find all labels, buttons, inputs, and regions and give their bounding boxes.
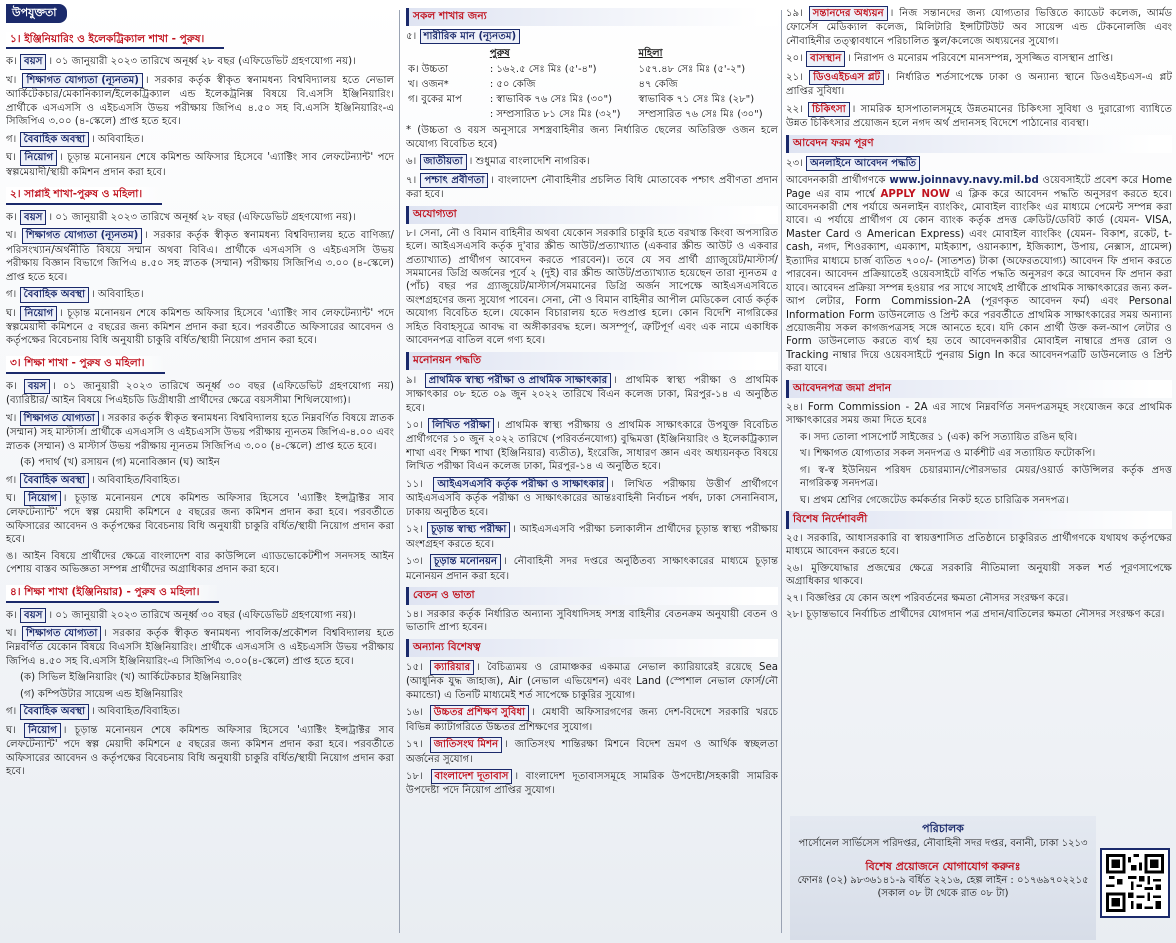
- item-seniority: [406, 173, 778, 202]
- list-item: ক। সদ্য তোলা পাসপোর্ট সাইজের ১ (এক) কপি সত্যায়িত রঙিন ছবি।: [800, 431, 1078, 443]
- item-tag: সন্তানদের অধ্যয়ন: [809, 6, 888, 21]
- item-text: । ০১ জানুয়ারী ২০২৩ তারিখে অনূর্ধ্ব ২৮ বছর (এফিডেভিট গ্রহণযোগ্য নয়)।: [48, 211, 356, 223]
- item-text: । মেধাবী অফিসারগণের জন্য দেশ-বিদেশে সরকারি খরচে বিভিন্ন ক্যাটাগরিতে উচ্চতর প্রশিক্ষণের সুযোগ।: [406, 707, 778, 733]
- item-text: । চূড়ান্ত মনোনয়ন শেষে কমিশন্ড অফিসার হিসেবে 'এ্যাক্টিং ইন্সট্রাক্টর সাব লেফটেন্যান্ট' পদে স্বল্প মেয়াদী কমিশনে ৫ বছরের জন্য কমিশন প্রদান করা হবে। পরবর্তীতে অফিসারের আবেদন ও কর্তৃপক্ষের বিবেচনায় বিধি অনুযায়ী চাকুরি বর্ধিত/স্থায়ী নিয়োগ প্রদান করা হবে।: [6, 492, 394, 546]
- contact-footer: [790, 816, 1096, 940]
- item-number: ২৪।: [786, 401, 803, 413]
- list-item: গ। স্ব-স্ব ইউনিয়ন পরিষদ চেয়ারম্যান/পৌরসভার মেয়র/ওয়ার্ড কাউন্সিলর কর্তৃক প্রদত্ত নাগরিকত্ব সনদপত্র।: [800, 464, 1172, 490]
- item-text: । শুধুমাত্র বাংলাদেশি নাগরিক।: [468, 156, 590, 168]
- section-heading: ৩। শিক্ষা শাখা - পুরুষ ও মহিলা।: [6, 356, 165, 374]
- item-number: গ।: [6, 474, 17, 486]
- list-item: [6, 608, 394, 623]
- row-label: ক। উচ্চতা: [408, 63, 448, 75]
- list-item: [6, 704, 394, 719]
- item-number: খ।: [6, 628, 17, 639]
- item-tag: শিক্ষাগত যোগ্যতা: [22, 626, 101, 641]
- column-divider: [399, 10, 400, 933]
- item-text: । চূড়ান্ত মনোনয়ন শেষে কমিশন্ড অফিসার হিসেবে 'এ্যাক্টিং সাব লেফটেন্যান্ট' পদে স্বল্পমেয়াদী/স্থায়ী কমিশন প্রদান করা হবে।: [6, 152, 394, 178]
- item-number: খ।: [6, 74, 17, 86]
- item-instruction: [786, 532, 1172, 559]
- item-number: ৭।: [406, 174, 417, 186]
- section-education-engineer: [6, 580, 394, 779]
- item-nationality: [406, 154, 778, 169]
- special-instructions-heading: বিশেষ নির্দেশাবলী: [786, 511, 1172, 529]
- item-text: । লিখিত পরীক্ষায় উত্তীর্ণ প্রার্থীগণে আইএসএসবি কর্তৃক পরীক্ষা ও সাক্ষাৎকারের আন্তঃবাহিনী নির্বাচন পর্ষদ, ঢাকা সেনানিবাস, ঢাকায় অনুষ্ঠিত হবে।: [406, 478, 778, 518]
- item-tag: শিক্ষাগত যোগ্যতা (ন্যূনতম): [22, 228, 142, 243]
- item-final-medical: [406, 522, 778, 551]
- item-tag: বৈবাহিক অবস্থা: [20, 473, 90, 488]
- item-number: ঘ।: [6, 492, 16, 504]
- list-item: [6, 210, 394, 225]
- female-value: সম্প্রসারিত ৭৬ সেঃ মিঃ (৩০"): [638, 109, 763, 121]
- item-number: ৫।: [406, 30, 417, 42]
- item-number: ক।: [6, 380, 17, 392]
- table-row: [406, 92, 778, 107]
- all-branches-heading: সকল শাখার জন্য: [406, 8, 778, 26]
- list-item: [6, 473, 394, 488]
- physical-standard: [406, 29, 778, 151]
- eligibility-title: উপযুক্ততা: [6, 4, 67, 23]
- item-number: খ।: [6, 412, 17, 424]
- male-value: : সম্প্রসারিত ৮১ সেঃ মিঃ (৩২"): [489, 109, 621, 121]
- female-column-head: মহিলা: [638, 48, 663, 60]
- item-text: সরকারি, আধাসরকারি বা স্বায়ত্তশাসিত প্রতিষ্ঠানে চাকুরিরত প্রার্থীগণকে যথাযথ কর্তৃপক্ষের মাধ্যমে আবেদন করতে হবে।: [786, 532, 1172, 558]
- item-online-application: [786, 156, 1172, 171]
- item-number: ২১।: [786, 71, 803, 83]
- item-text: । অবিবাহিত/বিবাহিত।: [91, 474, 181, 486]
- item-number: ২০।: [786, 53, 803, 65]
- list-item: [6, 688, 394, 701]
- item-number: ৬।: [406, 156, 417, 168]
- item-tag: পশ্চাৎ প্রবীণতা: [420, 173, 488, 188]
- list-item: [6, 723, 394, 779]
- document-list: [786, 431, 1172, 507]
- item-tag: লিখিত পরীক্ষা: [428, 418, 494, 433]
- item-number: খ।: [6, 230, 17, 242]
- item-number: ৯।: [406, 374, 417, 386]
- column-divider: [781, 10, 782, 933]
- section-heading: ২। সাপ্লাই শাখা-পুরুষ ও মহিলা।: [6, 187, 162, 205]
- disqualification-heading: অযোগ্যতা: [406, 206, 778, 224]
- item-number: ২৫।: [786, 532, 803, 544]
- item-number: ১৫।: [406, 661, 423, 673]
- item-text: চূড়ান্তভাবে নির্বাচিত প্রার্থীদের যোগদান পত্র প্রদান/বাতিলের ক্ষমতা নৌসদর সংরক্ষণ করে।: [806, 609, 1165, 621]
- item-text: । নিরাপদ ও মনোরম পরিবেশে মানসম্পন্ন, সুসজ্জিত বাসস্থান প্রাপ্তি।: [847, 53, 1114, 65]
- item-text: Form Commission - 2A এর সাথে নিম্নবর্ণিত সনদপত্রসমূহ সংযোজন করে প্রাথমিক সাক্ষাৎকারের সময় জমা দিতে হবেঃ: [786, 401, 1172, 427]
- item-tag: শিক্ষাগত যোগ্যতা (ন্যূনতম): [22, 73, 142, 88]
- column-eligibility: [6, 4, 394, 940]
- list-item: [6, 456, 394, 469]
- item-number: ২৬।: [786, 562, 803, 574]
- other-features-heading: অন্যান্য বিশেষত্ব: [406, 639, 778, 657]
- item-text: । জাতিসংঘ শান্তিরক্ষা মিশনে বিদেশ ভ্রমণ ও আর্থিক স্বচ্ছলতা অর্জনের সুযোগ।: [406, 739, 778, 765]
- table-row: [406, 77, 778, 92]
- item-number: ১১।: [406, 478, 423, 490]
- item-number: ঘ।: [6, 152, 16, 164]
- apply-now-label: APPLY NOW: [880, 188, 950, 200]
- item-tag: বৈবাহিক অবস্থা: [20, 704, 90, 719]
- item-tag: নিয়োগ: [20, 150, 57, 165]
- item-text: (গ) কম্পিউটার সায়েন্স এন্ড ইঞ্জিনিয়ারিং: [20, 688, 183, 700]
- item-tag: বৈবাহিক অবস্থা: [20, 132, 90, 147]
- male-value: : ১৬২.৫ সেঃ মিঃ (৫'-৪"): [489, 63, 597, 75]
- list-item: [6, 306, 394, 348]
- physical-standard-table: [406, 46, 778, 122]
- item-text: । আইএসএসবি পরীক্ষা চলাকালীন প্রার্থীদের চূড়ান্ত স্বাস্থ্য পরীক্ষায় অংশগ্রহণ করতে হবে।: [406, 524, 778, 550]
- item-embassy: [406, 769, 778, 798]
- item-text: । প্রাথমিক স্বাস্থ্য পরীক্ষায় ও প্রাথমিক সাক্ষাৎকারে উপযুক্ত বিবেচিত প্রার্থীগণের ১০ জুন ২০২২ তারিখে (পরিবর্তনযোগ্য) বুদ্ধিমত্তা (ইঞ্জিনিয়ারিং ও ইলেকট্রিক্যাল শাখা এবং শিক্ষা শাখা (ইঞ্জিনিয়ার) ব্যতীত), ইংরেজি, সাধারণ জ্ঞান এবং অধ্যয়নকৃত বিষয়ে লিখিত পরীক্ষা বিএন কলেজ ঢাকা, মিরপুর-১৪ এ অনুষ্ঠিত হবে।: [406, 420, 778, 473]
- item-text: আইন বিষয়ে প্রার্থীদের ক্ষেত্রে বাংলাদেশ বার কাউন্সিলে এ্যাডভোকেটশীপ সনদসহ আইন পেশায় বাস্তব অভিজ্ঞতা সম্পন্ন প্রার্থীদের অগ্রাধিকার প্রদান করা হবে।: [6, 550, 394, 576]
- section-engineering: [6, 27, 394, 179]
- list-item: [6, 228, 394, 284]
- contact-phone: ফোনঃ (০২) ৯৮৩৬১৪১-৯ বর্ধিত ২২১৬, হেল্প লাইন : ০১৭৬৯৭০২২১৫: [797, 875, 1089, 887]
- item-number: ১৬।: [406, 707, 423, 719]
- item-text: । ০১ জানুয়ারী ২০২৩ তারিখে অনূর্ধ্ব ৩০ বছর (এফিডেভিট গ্রহণযোগ্য নয়) (ব্যারিষ্টার/ আইন বিষয়ে পিএইচডি ডিগ্রীধারী প্রার্থীদের ক্ষেত্রে বয়সসীমা শিথিলযোগ্য)।: [6, 380, 394, 407]
- item-number: ১৮।: [406, 771, 423, 782]
- list-item: [6, 150, 394, 179]
- item-children-education: [786, 6, 1172, 48]
- item-tag: চিকিৎসা: [808, 102, 850, 117]
- item-text: এ ক্লিক করে আবেদন পদ্ধতি অনুসরণ করতে হবে। আবেদনকারী শেষ পর্যায়ে অনলাইন ব্যাংকিং, মোবাইল ব্যাংকিং এর মাধ্যমে পেমেন্ট সম্পন্ন করা যাবে। এ পর্যায়ে প্রার্থীগণ যে কোন ব্যাংক কর্তৃক প্রদত্ত ক্রেডিট/ডেবিট কার্ড (যেমন- VISA, Master Card ও American Express) এবং মোবাইল ব্যাংকিং (যেমন- বিকাশ, রকেট, t-cash, নগদ, শিওরক্যাশ, এমক্যাশ, মাইক্যাশ, ওয়ানক্যাশ, ইজিক্যাশ, উপায়, নেক্সাস, গ্রামেন্স) ইত্যাদির মাধ্যমে চার্জ ব্যতিত ৭০০/- (সাতশত) টাকা (অফেরতযোগ্য) আবেদন ফি প্রদান করতে পারবেন। আবেদন প্রক্রিয়াতেই ওয়েবসাইটে বর্ণিত পদ্ধতি অনুসরণ করে আবেদন ফি প্রদান করা যাবে। আবেদন প্রক্রিয়া সম্পন্ন হওয়ার পর সাথে সাথেই প্রার্থীকে প্রাথমিক সাক্ষাৎকারের জন্য কল-আপ লেটার, Form Commission-2A (পূরণকৃত আবেদন ফর্ম) এবং Personal Information Form ডাউনলোড ও প্রিন্ট করে পরবর্তীতে প্রাথমিক সাক্ষাৎকারের সময় অন্যান্য প্রয়োজনীয় সকল কাগজপত্রসহ সঙ্গে আনতে হবে। যদি কোন প্রার্থী উক্ত কল-আপ লেটার ও Form ডাউনলোড করতে ব্যর্থ হয় তবে আবেদনকারীর মোবাইল নাম্বারে প্রদত্ত রোল ও Tracking নাম্বার দিয়ে ওয়েবসাইটে পুনরায় Sign In করে আবেদনপত্রটি ডাউনলোড ও প্রিন্ট করা যাবে।: [786, 188, 1172, 375]
- item-number: ১৩।: [406, 556, 423, 568]
- item-number: গ।: [6, 289, 17, 301]
- item-text: সরকার কর্তৃক নির্ধারিত অন্যান্য সুবিধাদিসহ সশস্ত্র বাহিনীর বেতনক্রম অনুযায়ী বেতন ও ভাতাদি প্রাপ্য হবেন।: [406, 608, 778, 634]
- item-tag: বয়স: [20, 54, 46, 69]
- list-item: [6, 491, 394, 547]
- section-education: [6, 351, 394, 577]
- contact-hours: (সকাল ০৮ টা থেকে রাত ০৮ টা): [877, 888, 1009, 900]
- item-text: (ক) সিভিল ইঞ্জিনিয়ারিং (খ) আর্কিটেকচার ইঞ্জিনিয়ারিং: [20, 672, 242, 684]
- item-tag: বয়স: [24, 379, 50, 394]
- item-housing: [786, 51, 1172, 66]
- footer-title: পরিচালক: [922, 822, 964, 835]
- item-number: ২৮।: [786, 609, 803, 621]
- item-number: ক।: [6, 56, 17, 68]
- item-issb: [406, 477, 778, 519]
- table-row: [406, 62, 778, 77]
- table-row: [406, 107, 778, 122]
- item-number: ঙ।: [6, 550, 18, 562]
- item-tag: বাংলাদেশ দূতাবাস: [431, 769, 513, 784]
- item-text: (ক) পদার্থ (খ) রসায়ন (গ) মনোবিজ্ঞান (ঘ) আইন: [20, 457, 220, 469]
- item-training: [406, 705, 778, 734]
- item-text: । চূড়ান্ত মনোনয়ন শেষে কমিশন্ড অফিসার হিসেবে 'এ্যাক্টিং ইন্সট্রাক্টর সাব লেফটেন্যান্ট' পদে স্বল্প মেয়াদী কমিশনে ৫ বছরের জন্য কমিশন প্রদান করা হবে। পরবর্তীতে অফিসারের আবেদন ও কর্তৃপক্ষের বিবেচনায় বিধি অনুযায়ী চাকুরি বর্ধিত/স্থায়ী নিয়োগ প্রদান করা হবে।: [6, 724, 394, 778]
- list-item: খ। শিক্ষাগত যোগ্যতার সকল সনদপত্র ও মার্কশীট এর সত্যায়িত ফটোকপি।: [800, 448, 1096, 460]
- item-text: । ০১ জানুয়ারী ২০২৩ তারিখে অনূর্ধ্ব ২৮ বছর (এফিডেভিট গ্রহণযোগ্য নয়)।: [48, 56, 356, 68]
- item-medical: [786, 102, 1172, 131]
- item-disqualification: [406, 227, 778, 348]
- list-item: [6, 671, 394, 684]
- item-number: ৮।: [406, 227, 417, 239]
- row-label: [406, 107, 488, 122]
- item-tag: উচ্চতর প্রশিক্ষণ সুবিধা: [430, 705, 529, 720]
- section-heading: ১। ইঞ্জিনিয়ারিং ও ইলেকট্রিক্যাল শাখা - পুরুষ।: [6, 32, 224, 50]
- item-tag: চূড়ান্ত স্বাস্থ্য পরীক্ষা: [427, 522, 510, 537]
- item-text: । বাংলাদেশ নৌবাহিনীর প্রচলিত বিধি মোতাবেক পশ্চাৎ প্রবীণতা প্রদান করা হবে।: [406, 174, 778, 201]
- item-submission: [786, 401, 1172, 428]
- item-number: ১০।: [406, 420, 423, 431]
- column-application: [786, 4, 1172, 940]
- item-instruction: [786, 562, 1172, 589]
- website-link[interactable]: www.joinnavy.navy.mil.bd: [889, 175, 1039, 187]
- item-tag: শিক্ষাগত যোগ্যতা: [20, 411, 99, 426]
- item-instruction: [786, 592, 1172, 605]
- item-text: । অবিবাহিত/বিবাহিত।: [91, 706, 181, 718]
- item-tag: জাতীয়তা: [420, 154, 467, 169]
- item-number: ১৭।: [406, 739, 423, 751]
- item-instruction: [786, 608, 1172, 621]
- contact-heading: বিশেষ প্রয়োজনে যোগাযোগ করুনঃ: [865, 859, 1021, 873]
- item-text: । নিজ সন্তানদের জন্য যোগ্যতার ভিত্তিতে ক্যাডেট কলেজ, আর্মড ফোর্সেস মেডিক্যাল কলেজ, মিলিটারি ইন্সটিটিউট অব সায়েন্স এন্ড টেকনোলজি এবং নৌবাহিনীর তত্ত্বাবধানে পরিচালিত স্কুল/কলেজে অধ্যয়নের সুযোগ।: [786, 8, 1172, 47]
- item-text: । প্রাথমিক স্বাস্থ্য পরীক্ষা ও প্রাথমিক সাক্ষাৎকার ০৮ হতে ০৯ জুন ২০২২ তারিখে বিএন কলেজ ঢাকা, মিরপুর-১৪ এ অনুষ্ঠিত হবে।: [406, 374, 778, 414]
- row-label: খ। ওজন*: [408, 78, 449, 90]
- item-text: । অবিবাহিত।: [91, 289, 144, 301]
- row-label: গ। বুকের মাপ: [408, 93, 462, 105]
- item-tag: বয়স: [20, 210, 46, 225]
- female-value: ১৫৭.৪৮ সেঃ মিঃ (৫'-২"): [638, 63, 746, 75]
- item-number: ২২।: [786, 103, 803, 115]
- item-final-selection: [406, 554, 778, 583]
- item-text: । ০১ জানুয়ারী ২০২৩ তারিখে অনূর্ধ্ব ৩০ বছর (এফিডেভিট গ্রহণযোগ্য নয়)।: [48, 609, 356, 621]
- item-text: । সরকার কর্তৃক স্বীকৃত স্বনামধন্য বিশ্ববিদ্যালয় হতে নিম্নবর্ণিত বিষয়ে স্নাতক (সম্মান) সহ মাস্টার্স। প্রার্থীকে এসএসসি ও এইচএসসি উভয় পরীক্ষায় ন্যূনতম জিপিএ-৪.০০ এবং স্নাতক (সম্মান) ও মাস্টার্স উভয় পরীক্ষায় ন্যূনতম সিজিপিএ ৩.০০ (৪-স্কেলে) প্রাপ্ত হতে হবে।: [6, 412, 394, 452]
- item-text: । নৌবাহিনী সদর দপ্তরে অনুষ্ঠিতব্য সাক্ষাৎকারের মাধ্যমে চূড়ান্ত মনোনয়ন প্রদান করা হবে।: [406, 556, 778, 582]
- male-value: : ৫০ কেজি: [489, 78, 536, 90]
- item-text: । অবিবাহিত।: [91, 133, 144, 145]
- item-text: বিজ্ঞপ্তির যে কোন অংশ পরিবর্তনের ক্ষমতা নৌসদর সংরক্ষণ করে।: [806, 592, 1069, 604]
- section-heading: ৪। শিক্ষা শাখা (ইঞ্জিনিয়ার) - পুরুষ ও মহিলা।: [6, 585, 219, 603]
- list-item: [6, 550, 394, 577]
- item-un-mission: [406, 737, 778, 766]
- footer-address: পার্সোনেল সার্ভিসেস পরিদপ্তর, নৌবাহিনী সদর দপ্তর, বনানী, ঢাকা ১২১৩: [798, 837, 1088, 849]
- item-tag: নিয়োগ: [20, 306, 57, 321]
- physical-note: * (উচ্চতা ও বয়স অনুসারে সশস্ত্রবাহিনীর জন্য নির্ধারিত ছেলের অতিরিক্ত ওজন হলে অযোগ্য বিবেচিত হবে): [406, 125, 778, 150]
- item-tag: নিয়োগ: [24, 491, 61, 506]
- list-item: [6, 626, 394, 668]
- list-item: [6, 132, 394, 147]
- item-number: গ।: [6, 133, 17, 145]
- female-value: ৪৭ কেজি: [638, 78, 678, 90]
- item-pay: [406, 608, 778, 635]
- item-number: ঘ।: [6, 724, 16, 736]
- item-tag: চূড়ান্ত মনোনয়ন: [430, 554, 501, 569]
- item-tag: ডিওএইচএস প্লট: [809, 70, 884, 85]
- column-general: [406, 4, 778, 940]
- list-item: [6, 411, 394, 453]
- item-text: । সরকার কর্তৃক স্বীকৃত স্বনামধন্য বিশ্ববিদ্যালয় হতে বাণিজ্য/পরিসংখ্যান/অর্থনীতি বিষয়ে সম্মান অথবা বিবিএ। প্রার্থীকে এসএসসি ও এইচএসসি উভয় পরীক্ষায় বিজ্ঞান বিভাগে জিপিএ ৪.৫০ সহ স্নাতক (সম্মান) পরীক্ষায় সিজিপিএ ৩.০০ (৪-স্কেলে) প্রাপ্ত হতে হবে।: [6, 230, 394, 283]
- list-item: ঘ। প্রথম শ্রেণির গেজেটেড কর্মকর্তার নিকট হতে চারিত্রিক সনদপত্র।: [800, 494, 1069, 506]
- section-supply: [6, 182, 394, 348]
- item-tag: বয়স: [20, 608, 46, 623]
- online-application-text: [786, 174, 1172, 376]
- item-text: । সামরিক হাসপাতালসমূহে উন্নতমানের চিকিৎসা সুবিধা ও দুরারোগ্য ব্যাধিতে উন্নত চিকিৎসার প্রয়োজন হলে নগদ অর্থ প্রদানসহ বিদেশে পাঠানোর ব্যবস্থা।: [786, 103, 1172, 130]
- list-item: [6, 287, 394, 302]
- item-tag: বাসস্থান: [806, 51, 845, 66]
- submission-heading: আবেদনপত্র জমা প্রদান: [786, 380, 1172, 398]
- item-tag: বৈবাহিক অবস্থা: [20, 287, 90, 302]
- item-dohs-plot: [786, 70, 1172, 99]
- item-tag: অনলাইনে আবেদন পদ্ধতি: [806, 156, 920, 171]
- list-item: [6, 54, 394, 69]
- item-text: । সরকার কর্তৃক স্বীকৃত স্বনামধন্য বিশ্ববিদ্যালয় হতে নেভাল আর্কিটেকচার/মেকানিক্যাল/ইলেকট্রিক্যাল এন্ড ইলেকট্রনিক্স বিষয়ে বি.এসসি ইঞ্জিনিয়ারিং। প্রার্থীকে এসএসসি ও এইচএসসি উভয় পরীক্ষায় জিপিএ ৪.৫০ সহ বি.এসসি ইঞ্জিনিয়ারিং-এ সিজিপিএ ৩.০০ (৪-স্কেলে) প্রাপ্ত হতে হবে।: [6, 74, 394, 128]
- item-text: । চূড়ান্ত মনোনয়ন শেষে কমিশন্ড অফিসার হিসেবে 'এ্যাক্টিং সাব লেফটেন্যান্ট' পদে স্বল্পমেয়াদী কমিশনে ৫ বছরের জন্য কমিশন প্রদান করা হবে। পরবর্তীতে অফিসারের আবেদন ও কর্তৃপক্ষের বিবেচনায় বিধি অনুযায়ী চাকুরি বর্ধিত/স্থায়ী নিয়োগ প্রদান করা হবে।: [6, 307, 394, 347]
- item-tag: জাতিসংঘ মিশন: [430, 737, 502, 752]
- application-form-heading: আবেদন ফরম পূরণ: [786, 135, 1172, 153]
- item-tag: নিয়োগ: [24, 723, 61, 738]
- item-career: [406, 660, 778, 702]
- item-number: ২৩।: [786, 157, 803, 169]
- item-written-test: [406, 418, 778, 474]
- pay-heading: বেতন ও ভাতা: [406, 587, 778, 605]
- item-tag: শারীরিক মান (ন্যূনতম): [420, 29, 521, 44]
- item-text: আবেদনকারী প্রার্থীগণকে: [786, 175, 890, 187]
- item-preliminary-test: [406, 373, 778, 415]
- item-number: গ।: [6, 706, 17, 718]
- female-value: স্বাভাবিক ৭১ সেঃ মিঃ (২৮"): [638, 93, 755, 105]
- item-number: ক।: [6, 609, 17, 621]
- item-number: ১৪।: [406, 608, 423, 620]
- qr-code-icon: [1100, 848, 1170, 918]
- item-number: ক।: [6, 211, 17, 223]
- item-text: সেনা, নৌ ও বিমান বাহিনীর অথবা যেকোন সরকারি চাকুরি হতে বরখাস্ত কিংবা অপসারিত হলে। আইএসএসবি কর্তৃক দু'বার স্ক্রীন্ড আউট/প্রত্যাখ্যাত (একবার স্ক্রীন্ড আউট ও একবার প্রত্যাখ্যাত) প্রার্থীগণ আবেদন করতে পারবেন)। তবে যে সব প্রার্থী গ্র্যাজুয়েট/মাস্টার্স/সমমানের ডিগ্রি অর্জনের পূর্বে ২ (দুই) বার স্ক্রীন্ড আউট/প্রত্যাখ্যাত হয়েছেন তারা ন্যূনতম ৫ (পাঁচ) বছর পর গ্র্যাজুয়েট/মাস্টার্স/সমমানের ডিগ্রি অর্জন সাপেক্ষে আইএসএসবিতে অংশগ্রহণের জন্য সুযোগ পাবেন। সেনা, নৌ ও বিমান বাহিনীর আপীল মেডিকেল বোর্ড কর্তৃক অযোগ্য বিবেচিত হলে। যেকোন বিচারালয় হতে দণ্ডপ্রাপ্ত হলে। কোন বিদেশি নাগরিকের সহিত বিবাহসূত্রে আবদ্ধ বা অঙ্গীকারবদ্ধ হলে। অসম্পূর্ণ, ত্রুটিপূর্ণ এবং এক নামে একাধিক আবেদনপত্র বাতিল বলে গণ্য হবে।: [406, 227, 778, 347]
- item-text: । সরকার কর্তৃক স্বীকৃত স্বনামধন্য পাবলিক/প্রকৌশল বিশ্ববিদ্যালয় হতে নিম্নবর্ণিত যেকোন বিষয়ে বিএসসি ইঞ্জিনিয়ারিং। প্রার্থীকে এসএসসি ও এইচএসসি উভয় পরীক্ষায় জিপিএ ৪.৫০ সহ বি.এসসি ইঞ্জিনিয়ারিং-এ সিজিপিএ ৩.০০(৪-স্কেলে) প্রাপ্ত হতে হবে।: [6, 628, 394, 667]
- item-number: ২৭।: [786, 592, 803, 604]
- list-item: [6, 379, 394, 408]
- item-number: ১৯।: [786, 8, 803, 19]
- male-column-head: পুরুষ: [489, 48, 510, 60]
- item-number: ১২।: [406, 524, 423, 536]
- item-text: ওয়েবসাইটে প্রবেশ করে Home Page এর বাম পার্শ্বে: [786, 175, 1172, 200]
- item-tag: আইএসএসবি কর্তৃক পরীক্ষা ও সাক্ষাৎকার: [433, 477, 608, 492]
- male-value: : স্বাভাবিক ৭৬ সেঃ মিঃ (৩০"): [489, 93, 612, 105]
- selection-heading: মনোনয়ন পদ্ধতি: [406, 352, 778, 370]
- item-text: । বাংলাদেশ দূতাবাসসমূহে সামরিক উপদেষ্টা/সহকারী সামরিক উপদেষ্টা পদে নিয়োগ প্রাপ্তির সুযোগ।: [406, 771, 778, 797]
- item-number: ঘ।: [6, 307, 16, 319]
- item-text: । বৈচিত্র্যময় ও রোমাঞ্চকর একমাত্র নেভাল ক্যারিয়ারেই রয়েছে Sea (আধুনিক যুদ্ধ জাহাজ), Air (নেভাল এভিয়েশন) এবং Land (স্পেশাল নেভাল ফোর্স/নৌ কমান্ডো) এ তিনটি মাধ্যমেই শর্ত সাপেক্ষে চাকুরির সুযোগ।: [406, 661, 778, 701]
- item-tag: ক্যারিয়ার: [430, 660, 474, 675]
- item-text: মুক্তিযোদ্ধার প্রজন্মের ক্ষেত্রে সরকারি নীতিমালা অনুযায়ী সকল শর্ত পূরণসাপেক্ষে অগ্রাধিকার থাকবে।: [786, 562, 1172, 588]
- list-item: [6, 73, 394, 129]
- item-text: । নির্ধারিত শর্তসাপেক্ষে ঢাকা ও অন্যান্য স্থানে ডিওএইচএস-এ প্লট প্রাপ্তির সুবিধা।: [786, 71, 1172, 98]
- item-tag: প্রাথমিক স্বাস্থ্য পরীক্ষা ও প্রাথমিক সাক্ষাৎকার: [425, 373, 611, 388]
